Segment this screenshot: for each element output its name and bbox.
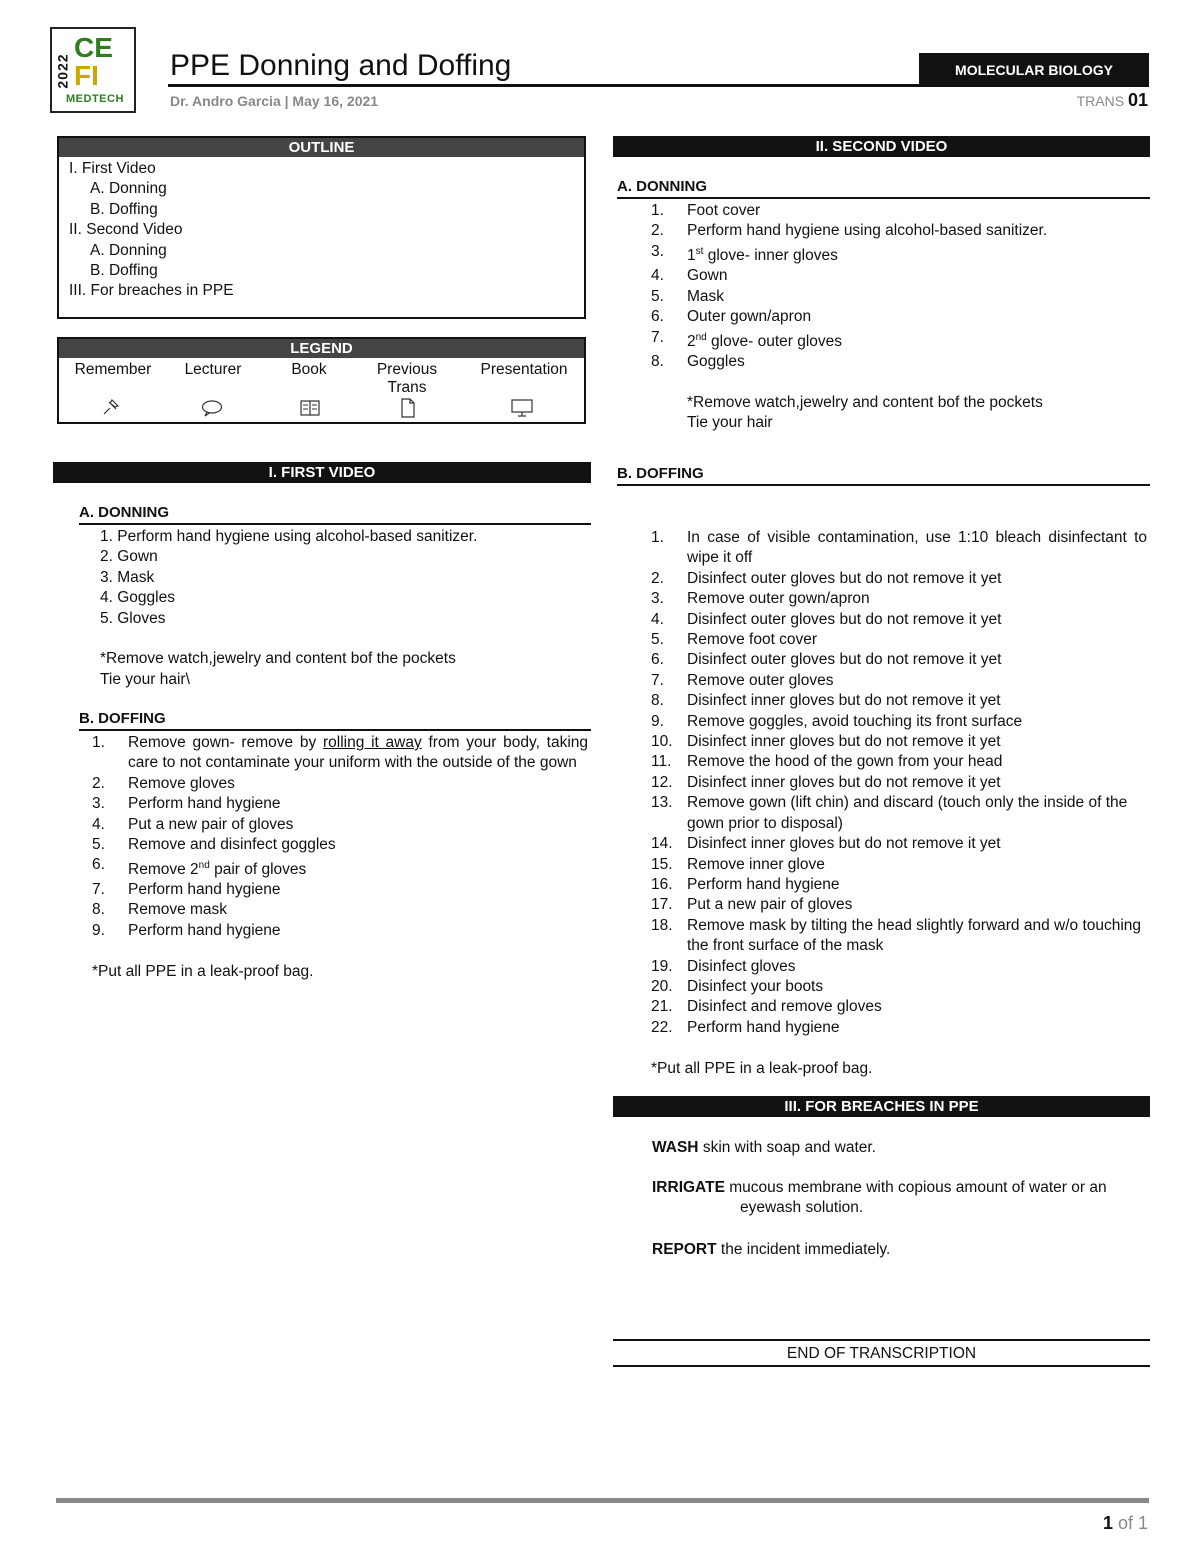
note: *Put all PPE in a leak-proof bag. [92, 962, 314, 980]
outline-item[interactable]: B. Doffing [90, 200, 158, 218]
list-item: 21. Disinfect and remove gloves [651, 998, 882, 1016]
breaches-wash: WASH skin with soap and water. [652, 1139, 876, 1156]
list-item: 5. Remove foot cover [651, 631, 818, 649]
logo-year: 2022 [55, 53, 71, 89]
list-item: 4. Goggles [100, 589, 175, 607]
monitor-icon [510, 398, 534, 423]
list-item: 5. Gloves [100, 609, 166, 627]
title-rule [168, 84, 920, 87]
section-heading-breaches: III. FOR BREACHES IN PPE [613, 1096, 1150, 1117]
list-item: 1. Perform hand hygiene using alcohol-based sanitizer. [100, 528, 478, 545]
second-doffing-list [651, 528, 1147, 1079]
outline-item[interactable]: I. First Video [69, 160, 156, 177]
breaches-report: REPORT the incident immediately. [652, 1241, 891, 1258]
speech-bubble-icon [201, 399, 223, 422]
list-item: 3. Perform hand hygiene [92, 795, 281, 813]
list-item: 22. Perform hand hygiene [651, 1018, 840, 1036]
end-of-transcription: END OF TRANSCRIPTION [786, 1345, 977, 1362]
second-donning-heading: A. DONNING [617, 178, 1150, 199]
legend-box [57, 337, 586, 424]
list-item: 4. Gown [651, 267, 728, 285]
outline-item[interactable]: III. For breaches in PPE [69, 282, 234, 300]
list-item: 1. Foot cover [651, 202, 761, 219]
outline-item[interactable]: A. Donning [90, 241, 167, 259]
note: *Remove watch,jewelry and content bof the pockets [100, 650, 456, 668]
list-item: 20. Disinfect your boots [651, 977, 824, 995]
outline-heading: OUTLINE [59, 138, 584, 157]
list-item: 15. Remove inner glove [651, 855, 825, 873]
first-doffing-list [92, 733, 588, 982]
list-item: 1. In case of visible contamination, use 1:10 bleach disinfectant to wipe it off [651, 529, 1147, 567]
section-heading-second-video: II. SECOND VIDEO [613, 136, 1150, 157]
list-item: 8. Disinfect inner gloves but do not remove it yet [651, 692, 1001, 710]
list-item: 6. Disinfect outer gloves but do not remove it yet [651, 651, 1002, 669]
pin-icon [101, 398, 121, 421]
logo-text-ce: CE [74, 32, 113, 63]
document-icon [399, 398, 417, 423]
list-item: 4. Put a new pair of gloves [92, 815, 294, 833]
list-item: 4. Disinfect outer gloves but do not remove it yet [651, 610, 1002, 628]
list-item: 3. 1st glove- inner gloves [651, 242, 838, 264]
list-item: 7. 2nd glove- outer gloves [651, 328, 843, 350]
list-item: 10. Disinfect inner gloves but do not remove it yet [651, 733, 1001, 751]
list-item: 6. Remove 2nd pair of gloves [92, 856, 307, 878]
first-doffing-heading: B. DOFFING [79, 710, 591, 731]
list-item: 2. Perform hand hygiene using alcohol-based sanitizer. [651, 222, 1048, 240]
list-item: 7. Remove outer gloves [651, 671, 834, 689]
outline-item[interactable]: II. Second Video [69, 221, 183, 239]
list-item: 13. Remove gown (lift chin) and discard (touch only the inside of the gown prior to disposal) [651, 794, 1128, 832]
list-item: 19. Disinfect gloves [651, 957, 796, 975]
book-icon [299, 399, 321, 422]
list-item: 5. Remove and disinfect goggles [92, 836, 336, 854]
list-item: 14. Disinfect inner gloves but do not remove it yet [651, 835, 1001, 853]
footer-rule [56, 1498, 1149, 1503]
legend-label-presentation: Presentation [480, 361, 568, 378]
subject-badge: MOLECULAR BIOLOGY [919, 53, 1149, 87]
first-donning-list [100, 527, 590, 690]
list-item: 6. Outer gown/apron [651, 308, 812, 326]
note: Tie your hair\ [100, 670, 190, 688]
list-item: 12. Disinfect inner gloves but do not remove it yet [651, 773, 1001, 791]
list-item: 8. Goggles [651, 353, 745, 371]
legend-label-remember: Remember [74, 361, 152, 378]
section-heading-first-video: I. FIRST VIDEO [53, 462, 591, 483]
list-item: 3. Remove outer gown/apron [651, 590, 870, 608]
second-donning-list [651, 201, 1146, 434]
list-item: 2. Remove gloves [92, 774, 235, 792]
first-donning-heading: A. DONNING [79, 504, 591, 525]
cefi-logo [50, 27, 136, 113]
outline-item[interactable]: A. Donning [90, 180, 167, 198]
legend-heading: LEGEND [59, 339, 584, 358]
legend-label-lecturer: Lecturer [184, 361, 242, 378]
page-title: PPE Donning and Doffing [170, 49, 512, 82]
logo-text-medtech: MEDTECH [66, 93, 124, 105]
trans-num: 01 [1127, 90, 1148, 110]
outline-item[interactable]: B. Doffing [90, 262, 158, 280]
logo-text-fi: FI [74, 60, 99, 91]
list-item: 9. Remove goggles, avoid touching its front surface [651, 712, 1023, 730]
trans-label: TRANS [1076, 93, 1125, 109]
note: *Put all PPE in a leak-proof bag. [651, 1059, 873, 1077]
list-item: 2. Gown [100, 548, 158, 566]
end-rule-bottom [613, 1365, 1150, 1367]
list-item: 9. Perform hand hygiene [92, 921, 281, 939]
legend-label-previous-trans: Previous Trans [376, 361, 438, 396]
list-item: 17. Put a new pair of gloves [651, 896, 853, 914]
breaches-irrigate: IRRIGATE mucous membrane with copious amount of water or an eyewash solution. [652, 1179, 1107, 1217]
trans-number [1077, 90, 1148, 111]
list-item: 18. Remove mask by tilting the head slightly forward and w/o touching the front surface of the mask [651, 916, 1142, 955]
second-doffing-heading: B. DOFFING [617, 465, 1150, 486]
page-number: 1 of 1 [1102, 1513, 1148, 1533]
list-item: 1. Remove gown- remove by rolling it away from your body, taking care to not contaminate your uniform with the outside of the gown [92, 734, 589, 772]
list-item: 11. Remove the hood of the gown from your head [651, 753, 1003, 771]
list-item: 8. Remove mask [92, 901, 228, 919]
note: *Remove watch,jewelry and content bof the pockets [687, 393, 1043, 411]
note: Tie your hair [687, 414, 773, 432]
list-item: 16. Perform hand hygiene [651, 875, 840, 893]
outline-box [57, 136, 586, 319]
legend-label-book: Book [291, 361, 327, 378]
list-item: 5. Mask [651, 287, 725, 305]
author-date: Dr. Andro Garcia | May 16, 2021 [170, 93, 379, 109]
list-item: 2. Disinfect outer gloves but do not remove it yet [651, 569, 1002, 587]
list-item: 3. Mask [100, 568, 155, 586]
end-rule-top [613, 1339, 1150, 1341]
list-item: 7. Perform hand hygiene [92, 881, 281, 898]
